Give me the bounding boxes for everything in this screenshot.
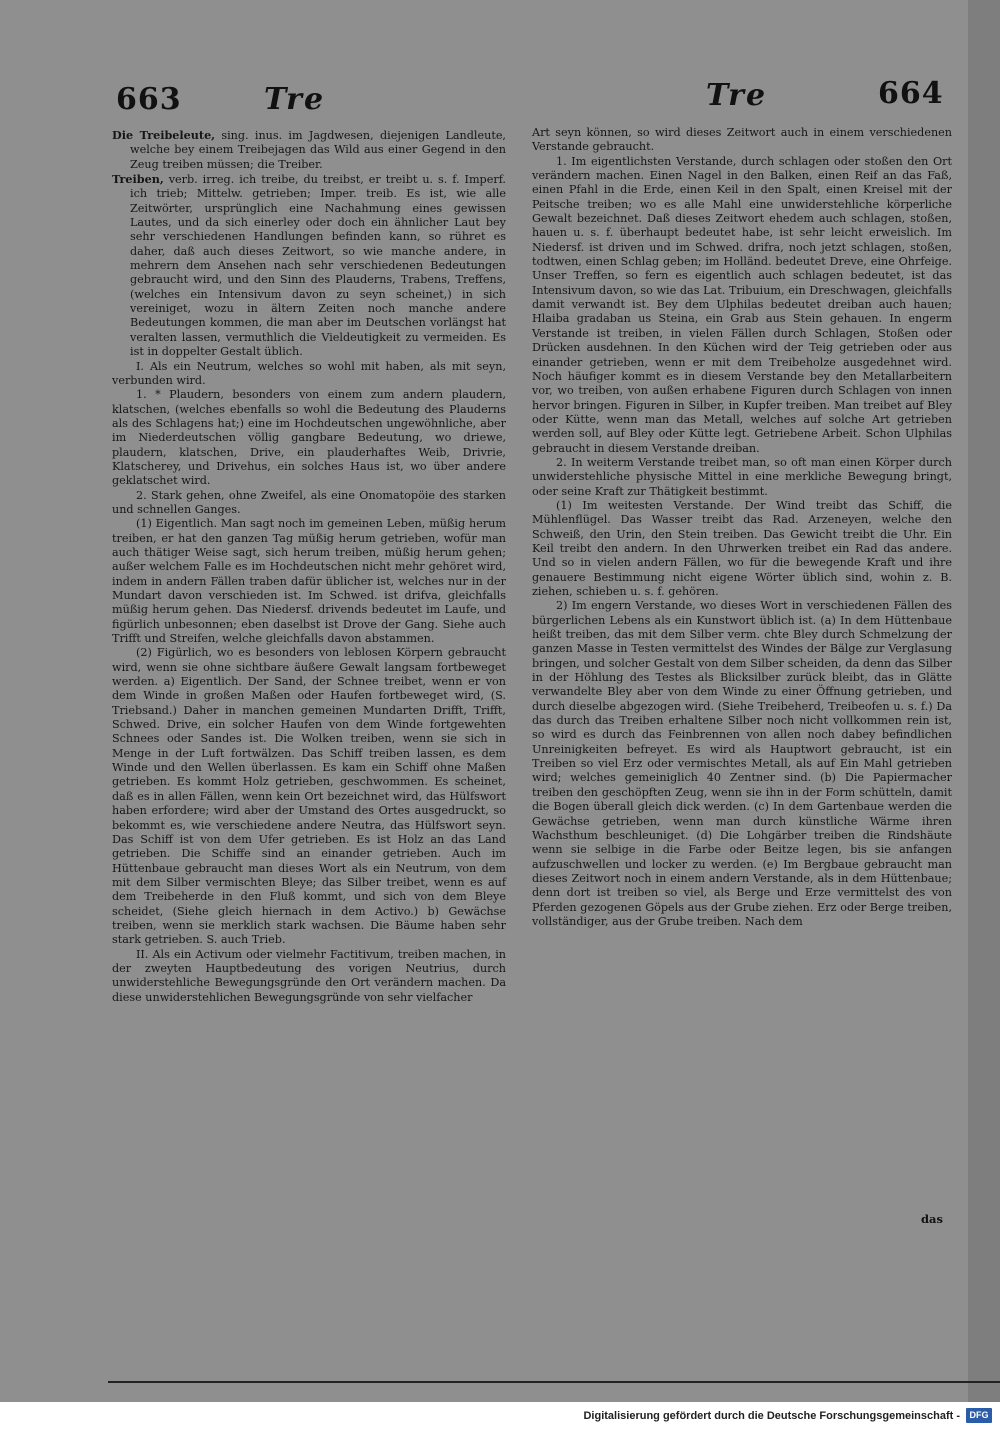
- paragraph: 2. In weiterm Verstande treibet man, so oft man einen Körper durch unwiderstehliche physische Mittel in eine merkliche Bewegung bringt, oder seine Kraft zur Thätigkeit bestimmt.: [532, 455, 952, 498]
- paragraph: Art seyn können, so wird dieses Zeitwort auch in einem verschiedenen Verstande gebraucht.: [532, 126, 952, 154]
- entry-paragraph: [112, 172, 506, 359]
- paragraph: II. Als ein Activum oder vielmehr Factitivum, treiben machen, in der zweyten Hauptbedeutung des vorigen Neutrius, durch unwiderstehliche Bewegungsgründe den Ort verändern machen. Da diese unwiderstehlichen Bewegungsgründe von sehr vielfacher: [112, 947, 506, 1004]
- paragraph-text: sing. inus. im Jagdwesen, diejenigen Landleute, welche bey einem Treibejagen das Wild aus einer Gegend in den Zeug treiben müssen; die Treiber.: [130, 129, 506, 171]
- paragraph: 2) Im engern Verstande, wo dieses Wort in verschiedenen Fällen des bürgerlichen Lebens als ein Kunstwort üblich ist. (a) In dem Hüttenbaue heißt treiben, das mit dem Silber verm. chte Bley durch Schmelzung der ganzen Masse in Testen vermittelst des Windes der Bälge zur Verglasung bringen, und solcher Gestalt von dem Silber scheiden, da denn das Silber in der Höhlung des Testes als Blicksilber zurück bleibt, das in Glätte verwandelte Bley aber von dem Winde zu einer Öffnung getrieben, und durch dieselbe abgezogen wird. (Siehe Treibeherd, Treibeofen u. s. f.) Da das durch das Treiben erhaltene Silber noch nicht vollkommen rein ist, so wird es durch das Feinbrennen von allen noch dabey befindlichen Unreinigkeiten befreyet. Es wird als Hauptwort gebraucht, ist ein Treiben so viel Erz oder vermischtes Metall, als auf Ein Mahl getrieben wird; welches gemeiniglich 40 Zentner sind. (b) Die Papiermacher treiben den geschöpften Zeug, wenn sie ihn in der Form schütteln, damit die Bogen überall gleich dick werden. (c) In dem Gartenbaue werden die Gewächse getrieben, wenn man durch künstliche Wärme ihren Wachsthum beschleuniget. (d) Die Lohgärber treiben die Rindshäute wenn sie selbige in die Farbe oder Beitze legen, bis sie anfangen aufzuschwellen und locker zu werden. (e) Im Bergbaue gebraucht man dieses Zeitwort noch in einem andern Verstande, als in dem Hüttenbaue; denn dort ist treiben so viel, als Berge und Erze vermittelst des von Pferden gezogenen Göpels aus der Grube ziehen. Erz oder Berge treiben, vollständiger, aus der Grube treiben. Nach dem: [532, 599, 952, 928]
- catchword: das: [921, 1212, 943, 1226]
- paragraph: (2) Figürlich, wo es besonders von leblosen Körpern gebraucht wird, wenn sie ohne sichtbare äußere Gewalt langsam fortbeweget werden. a) Eigentlich. Der Sand, der Schnee treibet, wenn er von dem Winde in großen Maßen oder Haufen fortbeweget wird, (S. Triebsand.) Daher in manchen gemeinen Mundarten Drifft, Trifft, Schwed. Drive, ein solcher Haufen von dem Winde fortgewehten Schnees oder Sandes ist. Die Wolken treiben, wenn sie sich in Menge in der Luft fortwälzen. Das Schiff treiben lassen, es dem Winde und den Wellen überlassen. Es kam ein Schiff ohne Maßen getrieben. Es kommt Holz getrieben, geschwommen. Es scheinet, daß es in allen Fällen, wenn kein Ort bezeichnet wird, das Hülfswort haben erfordere; wird aber der Umstand des Ortes ausgedruckt, so bekommt es, wie verschiedene andere Neutra, das Hülfswort seyn. Das Schiff ist von dem Ufer getrieben. Es ist Holz an das Land getrieben. Die Schiffe sind an einander getrieben. Auch im Hüttenbaue gebraucht man dieses Wort als ein Neutrum, von dem mit dem Silber vermischten Bleye; das Silber treibet, wenn es auf dem Treibeherde in den Fluß kommt, und sich von dem Bleye scheidet, (Siehe gleich hiernach in dem Activo.) b) Gewächse treiben, wenn sie merklich stark wachsen. Die Bäume haben sehr stark getrieben. S. auch Trieb.: [112, 646, 506, 947]
- paragraph-text: verb. irreg. ich treibe, du treibst, er treibt u. s. f. Imperf. ich trieb; Mittelw. getrieben; Imper. treib. Es ist, wie alle Zeitwörter, ursprünglich eine Nachahmung eines gewissen Lautes, und da sich einerley oder doch ein ähnlicher Laut bey sehr verschiedenen Handlungen befinden kann, so rühret es daher, daß auch dieses Zeitwort, so wie manche andere, in mehrern dem Ansehen nach sehr verschiedenen Bedeutungen gebraucht wird, und den Sinn des Plauderns, Trabens, Treffens, (welches ein Intensivum davon zu seyn scheinet,) in sich vereiniget, wozu in ältern Zeiten noch manche andere Bedeutungen kommen, die man aber im Deutschen vorlängst hat veralten lassen, vermuthlich die Vieldeutigkeit zu vermeiden. Es ist in doppelter Gestalt üblich.: [130, 173, 506, 359]
- paragraph: I. Als ein Neutrum, welches so wohl mit haben, als mit seyn, verbunden wird.: [112, 359, 506, 387]
- left-page-number: 663: [116, 82, 182, 117]
- paragraph: 2. Stark gehen, ohne Zweifel, als eine Onomatopöie des starken und schnellen Ganges.: [112, 488, 506, 516]
- paragraph: 1. Im eigentlichsten Verstande, durch schlagen oder stoßen den Ort verändern machen. Einen Nagel in den Balken, einen Reif an das Faß, einen Pfahl in die Erde, einen Keil in den Spalt, einen Kreisel mit der Peitsche treiben; wo es alle Mahl eine unwiderstehliche körperliche Gewalt bezeichnet. Daß dieses Zeitwort ehedem auch schlagen, stoßen, hauen u. s. f. überhaupt bedeutet habe, ist sehr leicht erweislich. Im Niedersf. ist driven und im Schwed. drifra, noch jetzt schlagen, stoßen, todtwen, einen Schlag geben; im Holländ. bedeutet Dreve, eine Ohrfeige. Unser Treffen, so fern es eigentlich auch schlagen bedeutet, ist das Intensivum davon, so wie das Lat. Tribuium, ein Dreschwagen, gleichfalls damit verwandt ist. Bey dem Ulphilas bedeutet dreiban auch hauen; Hlaiba gradaban us Steina, ein Grab aus Stein gehauen. In engerm Verstande ist treiben, in vielen Fällen durch Schlagen, Stoßen oder Drücken ausdehnen. In den Küchen wird der Teig getrieben oder aus einander getrieben, wenn er mit dem Treibeholze ausgedehnet wird. Noch häufiger kommt es in diesem Verstande bey den Metallarbeitern vor, wo treiben, von außen erhabene Figuren durch Schlagen von innen hervor bringen. Figuren in Silber, in Kupfer treiben. Man treibet auf Bley oder Kütte, wenn man das Metall, welches auf solche Art getrieben werden soll, auf Bley oder Kütte legt. Getriebene Arbeit. Schon Ulphilas gebraucht in diesem Verstande dreiban.: [532, 154, 952, 455]
- headword: Treiben,: [112, 172, 164, 187]
- paragraph: (1) Im weitesten Verstande. Der Wind treibt das Schiff, die Mühlenflügel. Das Wasser treibt das Rad. Arzeneyen, welche den Schweiß, den Urin, den Stein treiben. Das Gewicht treibt die Uhr. Ein Keil treibt den andern. In den Uhrwerken treibet ein Rad das andere. Und so in vielen andern Fällen, wo für die bewegende Kraft und ihre genauere Bestimmung nicht eigene Wörter üblich sind, wohin z. B. ziehen, schieben u. s. f. gehören.: [532, 498, 952, 598]
- left-running-head: Tre: [264, 82, 326, 117]
- headword: Die Treibeleute,: [112, 128, 216, 142]
- entry-paragraph: [112, 128, 506, 172]
- bottom-rule: [108, 1381, 1000, 1383]
- footer-bar: [0, 1402, 1000, 1432]
- right-text-column: [532, 126, 952, 929]
- left-text-column: [112, 128, 506, 1005]
- dfg-logo-icon[interactable]: DFG: [966, 1408, 992, 1423]
- funding-note: Digitalisierung gefördert durch die Deutsche Forschungsgemeinschaft -: [583, 1410, 960, 1422]
- page-edge: [968, 0, 1000, 1402]
- paragraph: (1) Eigentlich. Man sagt noch im gemeinen Leben, müßig herum treiben, er hat den ganzen Tag müßig herum getrieben, wofür man auch thätiger Weise sagt, sich herum treiben, müßig herum gehen; außer welchem Falle es im Hochdeutschen nicht mehr gehöret wird, indem in andern Fällen traben dafür üblicher ist, welches nur in der Mundart davon verschieden ist. Im Schwed. ist drifva, gleichfalls müßig herum gehen. Das Niedersf. drivends bedeutet im Laufe, und figürlich unbesonnen; eben daselbst ist Drove der Gang. Siehe auch Trifft und Streifen, welche gleichfalls davon abstammen.: [112, 517, 506, 646]
- right-running-head: Tre: [706, 78, 768, 113]
- paragraph: 1. * Plaudern, besonders von einem zum andern plaudern, klatschen, (welches ebenfalls so wohl die Bedeutung des Plauderns als des Schlagens hat;) eine im Hochdeutschen ungewöhnliche, aber im Niederdeutschen völlig gangbare Bedeutung, wo driewe, plaudern, klatschen, Drive, ein plauderhaftes Weib, Drivrie, Klatscherey, und Drivehus, ein solches Haus ist, wo über andere geklatschet wird.: [112, 388, 506, 488]
- right-page-number: 664: [878, 76, 944, 111]
